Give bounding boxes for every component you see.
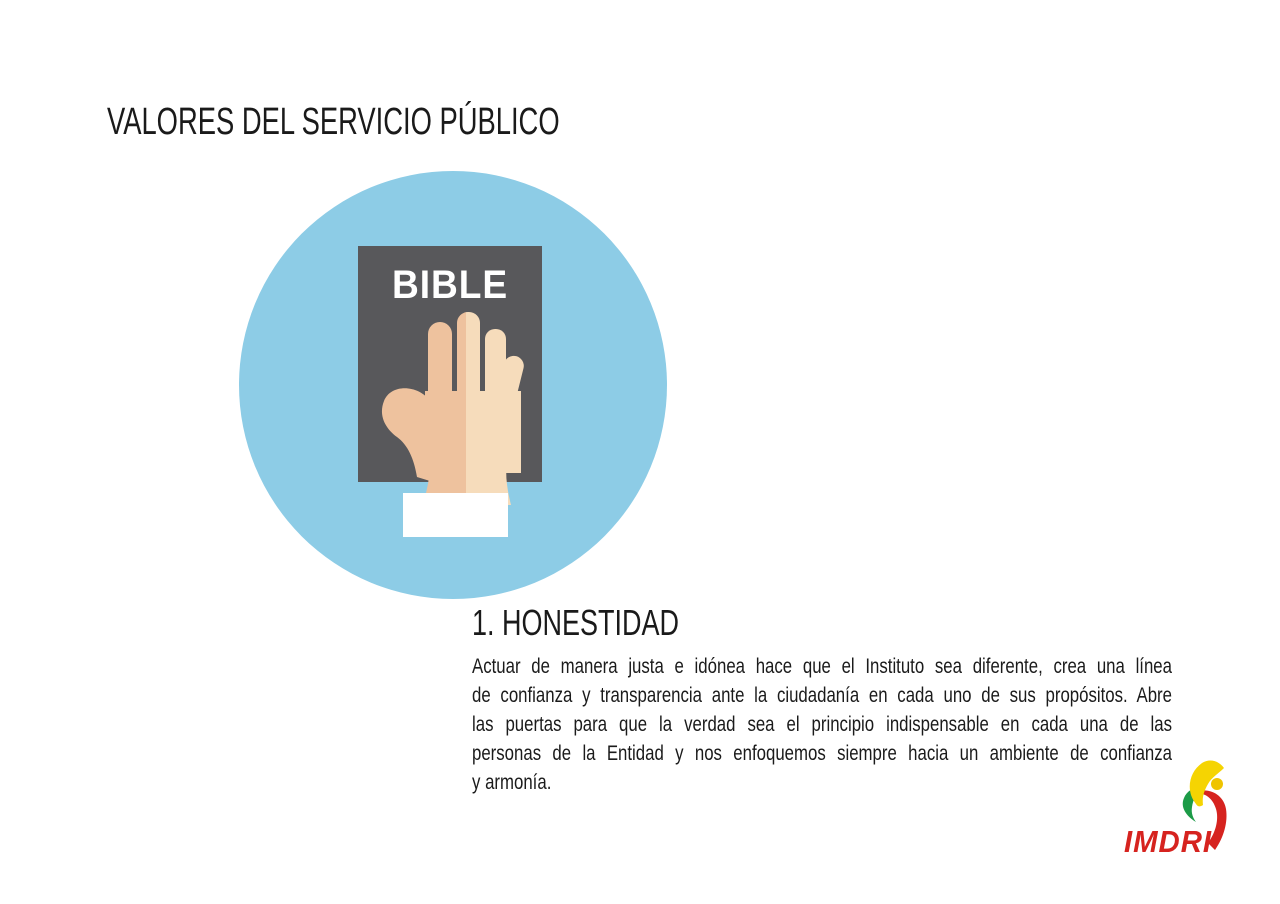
body-line: de confianza y transparencia ante la ciudadanía en cada uno de sus propósitos. Abre xyxy=(472,684,1172,707)
imdri-logo xyxy=(1118,752,1243,864)
body-line: Actuar de manera justa e idónea hace que el Instituto sea diferente, crea una línea xyxy=(472,655,1172,678)
logo-yellow-ball xyxy=(1211,778,1223,790)
bible-book-label: BIBLE xyxy=(392,263,508,307)
section-heading xyxy=(472,602,748,644)
section-heading-text: 1. HONESTIDAD xyxy=(472,602,680,643)
hand-on-bible-illustration xyxy=(239,171,667,599)
body-line: personas de la Entidad y nos enfoquemos siempre hacia un ambiente de confianza xyxy=(472,742,1172,765)
body-line: las puertas para que la verdad sea el principio indispensable en cada una de las xyxy=(472,713,1172,736)
sleeve-cuff xyxy=(403,493,508,537)
body-line: y armonía. xyxy=(472,771,552,794)
imdri-wordmark: IMDRI xyxy=(1124,824,1213,859)
page-title-text: VALORES DEL SERVICIO PÚBLICO xyxy=(107,101,560,143)
page-title xyxy=(107,101,736,143)
